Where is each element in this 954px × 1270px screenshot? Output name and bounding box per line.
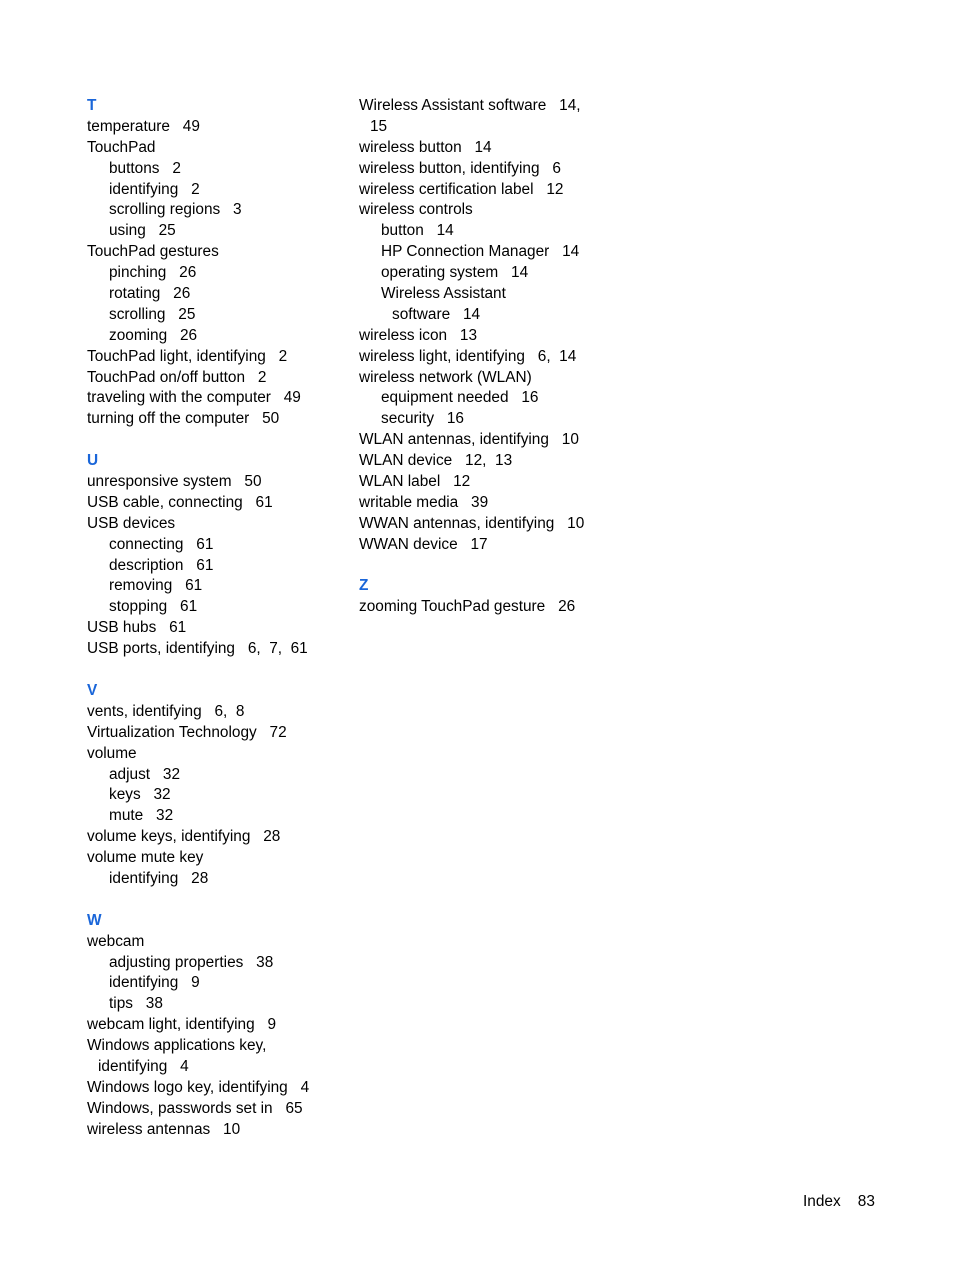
index-entry: TouchPad on/off button 2 (87, 368, 267, 386)
index-entry: USB hubs 61 (87, 619, 187, 637)
index-entry: WLAN device 12, 13 (359, 452, 513, 470)
index-subentry: scrolling regions 3 (109, 201, 242, 219)
index-subentry: identifying 28 (109, 869, 209, 887)
section-gap (87, 430, 352, 451)
index-subentry: security 16 (381, 410, 464, 428)
section-letter: V (87, 681, 98, 699)
index-subentry: scrolling 25 (109, 305, 196, 323)
section-gap (87, 660, 352, 681)
index-subentry: connecting 61 (109, 535, 214, 553)
index-subentry: removing 61 (109, 577, 203, 595)
index-subentry: pinching 26 (109, 264, 197, 282)
index-entry: Wireless Assistant software 14, (359, 97, 581, 114)
section-letter: U (87, 452, 99, 470)
index-entry: volume mute key (87, 849, 204, 867)
index-entry: wireless button 14 (359, 138, 492, 156)
index-subentry: HP Connection Manager 14 (381, 243, 580, 261)
index-subentry: rotating 26 (109, 285, 191, 303)
section-gap (359, 556, 629, 577)
index-entry: writable media 39 (359, 493, 489, 511)
index-column-left (87, 96, 352, 1141)
index-entry: WLAN label 12 (359, 473, 471, 491)
index-subentry: 15 (370, 117, 388, 135)
index-entry: wireless network (WLAN) (359, 368, 532, 386)
index-entry: USB devices (87, 514, 176, 532)
index-subentry: identifying 9 (109, 974, 200, 992)
index-entry: vents, identifying 6, 8 (87, 702, 245, 720)
index-entry: Windows, passwords set in 65 (87, 1099, 303, 1117)
index-entry: turning off the computer 50 (87, 410, 280, 428)
index-entry: wireless light, identifying 6, 14 (359, 347, 577, 365)
index-column-right (359, 96, 629, 618)
page-number: 83 (857, 1193, 875, 1210)
index-entry: wireless antennas 10 (87, 1120, 241, 1138)
index-subentry: keys 32 (109, 786, 171, 804)
index-entry: unresponsive system 50 (87, 473, 262, 491)
index-subentry: mute 32 (109, 807, 174, 825)
index-subentry: stopping 61 (109, 598, 198, 616)
page-footer (803, 1192, 875, 1212)
index-entry: TouchPad gestures (87, 243, 219, 261)
index-entry: wireless button, identifying 6 (359, 159, 561, 177)
index-subentry: identifying 4 (98, 1057, 189, 1075)
index-subentry: tips 38 (109, 995, 163, 1013)
footer-label: Index (803, 1193, 841, 1210)
index-entry: zooming TouchPad gesture 26 (359, 598, 576, 616)
index-entry: volume (87, 744, 137, 762)
index-entry: temperature 49 (87, 117, 200, 135)
index-subentry: description 61 (109, 556, 214, 574)
index-subentry: zooming 26 (109, 326, 198, 344)
index-entry: webcam light, identifying 9 (87, 1016, 277, 1034)
index-entry: wireless icon 13 (359, 326, 478, 344)
index-entry: traveling with the computer 49 (87, 389, 301, 407)
index-subentry: Wireless Assistant (381, 285, 506, 303)
index-entry: Windows logo key, identifying 4 (87, 1078, 310, 1096)
index-subentry: buttons 2 (109, 159, 181, 177)
index-entry: wireless certification label 12 (359, 180, 564, 198)
index-entry: webcam (87, 932, 145, 950)
index-entry: WWAN device 17 (359, 535, 488, 553)
index-entry: WLAN antennas, identifying 10 (359, 431, 579, 449)
index-entry: Windows applications key, (87, 1037, 267, 1055)
index-subentry: adjust 32 (109, 765, 181, 783)
section-letter: T (87, 97, 97, 114)
index-subentry: operating system 14 (381, 264, 529, 282)
index-entry: volume keys, identifying 28 (87, 828, 281, 846)
index-entry: Virtualization Technology 72 (87, 723, 287, 741)
index-subentry: using 25 (109, 222, 176, 240)
section-letter: Z (359, 577, 369, 595)
index-subentry: button 14 (381, 222, 454, 240)
index-entry: USB ports, identifying 6, 7, 61 (87, 640, 308, 658)
index-entry: WWAN antennas, identifying 10 (359, 514, 585, 532)
index-entry: USB cable, connecting 61 (87, 493, 273, 511)
index-subentry: adjusting properties 38 (109, 953, 274, 971)
section-letter: W (87, 911, 102, 929)
index-subentry: identifying 2 (109, 180, 200, 198)
index-subentry: equipment needed 16 (381, 389, 539, 407)
section-gap (87, 890, 352, 911)
index-subentry: software 14 (392, 305, 481, 323)
index-entry: TouchPad light, identifying 2 (87, 347, 288, 365)
index-entry: TouchPad (87, 138, 156, 156)
index-entry: wireless controls (359, 201, 473, 219)
